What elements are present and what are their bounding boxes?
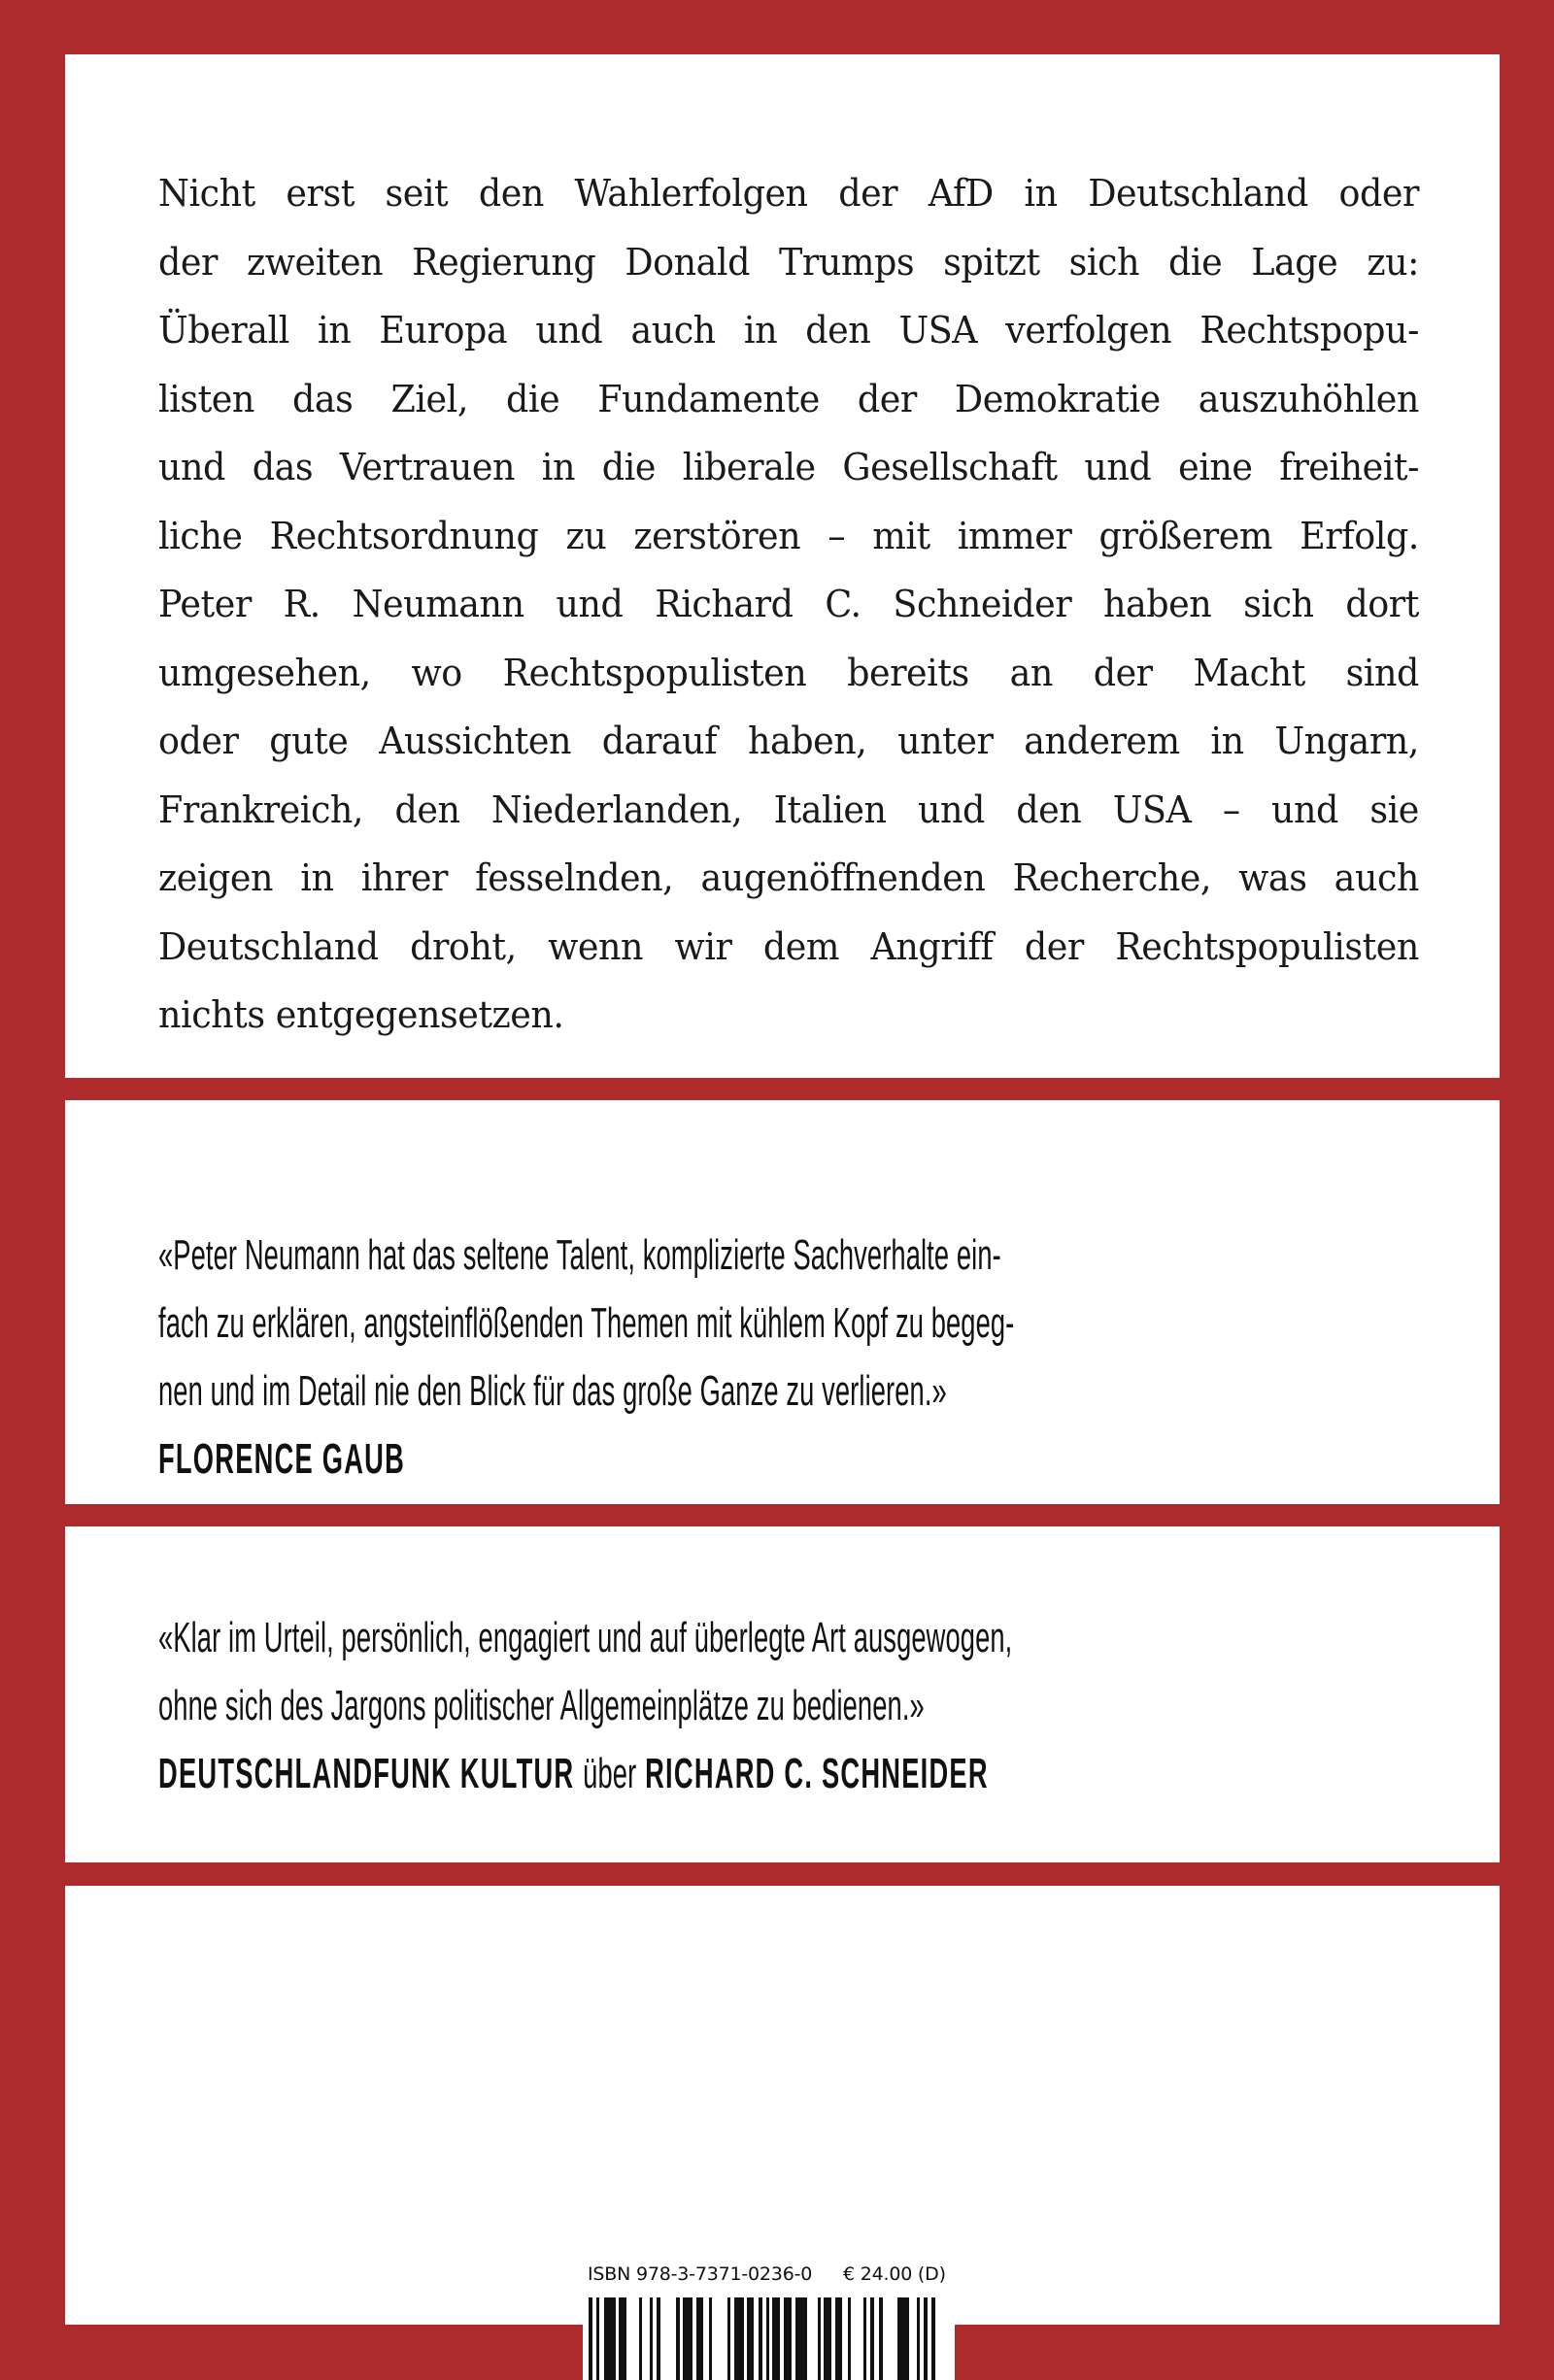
isbn-number: ISBN 978-3-7371-0236-0: [588, 2263, 813, 2285]
blurb-line: oder gute Aussichten darauf haben, unter anderem in Ungarn,: [158, 720, 1419, 762]
blurb-line: Deutschland droht, wenn wir dem Angriff der Rechtspopulisten: [158, 924, 1419, 968]
quote-line: ohne sich des Jargons politischer Allgemeinplätze zu bedienen.»: [158, 1682, 925, 1729]
blurb-line: nichts entgegensetzen.: [158, 993, 564, 1036]
blurb-line: umgesehen, wo Rechtspopulisten bereits an der Macht sind: [158, 651, 1419, 694]
blurb-line: liche Rechtsordnung zu zerstören – mit immer größerem Erfolg.: [158, 514, 1419, 557]
blurb-line: Frankreich, den Niederlanden, Italien und den USA – und sie: [158, 788, 1419, 831]
blurb-line: Überall in Europa und auch in den USA verfolgen Rechtspopu-: [158, 309, 1419, 352]
blurb-line: Peter R. Neumann und Richard C. Schneider haben sich dort: [158, 583, 1419, 625]
attribution-source: FLORENCE GAUB: [158, 1435, 406, 1483]
price: € 24.00 (D): [842, 2263, 946, 2285]
quote-line: «Klar im Urteil, persönlich, engagiert und auf überlegte Art ausgewogen,: [158, 1614, 1013, 1661]
blurb-text: [158, 159, 1419, 1050]
blurb-line: zeigen in ihrer fesselnden, augenöffnenden Recherche, was auch: [158, 856, 1419, 899]
attribution-connector: über: [583, 1750, 637, 1797]
blurb-line: listen das Ziel, die Fundamente der Demokratie auszuhöhlen: [158, 377, 1419, 420]
blurb-line: Nicht erst seit den Wahlerfolgen der AfD in Deutschland oder: [158, 172, 1419, 215]
quote-panel-gaub: [65, 1100, 1500, 1504]
quote-line: fach zu erklären, angsteinflößenden Themen mit kühlem Kopf zu begeg-: [158, 1299, 1015, 1347]
barcode-icon: [589, 2297, 946, 2380]
blurb-line: der zweiten Regierung Donald Trumps spitzt sich die Lage zu:: [158, 240, 1419, 284]
quote-line: nen und im Detail nie den Blick für das große Ganze zu verlieren.»: [158, 1367, 947, 1415]
review-quote: [158, 1604, 1554, 1808]
quote-attribution: [158, 1425, 1471, 1493]
attribution-subject: RICHARD C. SCHNEIDER: [645, 1750, 989, 1797]
attribution-source: DEUTSCHLANDFUNK KULTUR: [158, 1750, 575, 1797]
review-quote: [158, 1222, 1554, 1493]
blurb-panel: [65, 54, 1500, 1078]
barcode-panel: [65, 1886, 1500, 2325]
quote-panel-dlf: [65, 1526, 1500, 1862]
blurb-line: und das Vertrauen in die liberale Gesellschaft und eine freiheit-: [158, 446, 1419, 488]
quote-attribution: [158, 1740, 1471, 1808]
quote-line: «Peter Neumann hat das seltene Talent, komplizierte Sachverhalte ein-: [158, 1231, 1001, 1279]
isbn-price-line: [588, 2263, 946, 2285]
